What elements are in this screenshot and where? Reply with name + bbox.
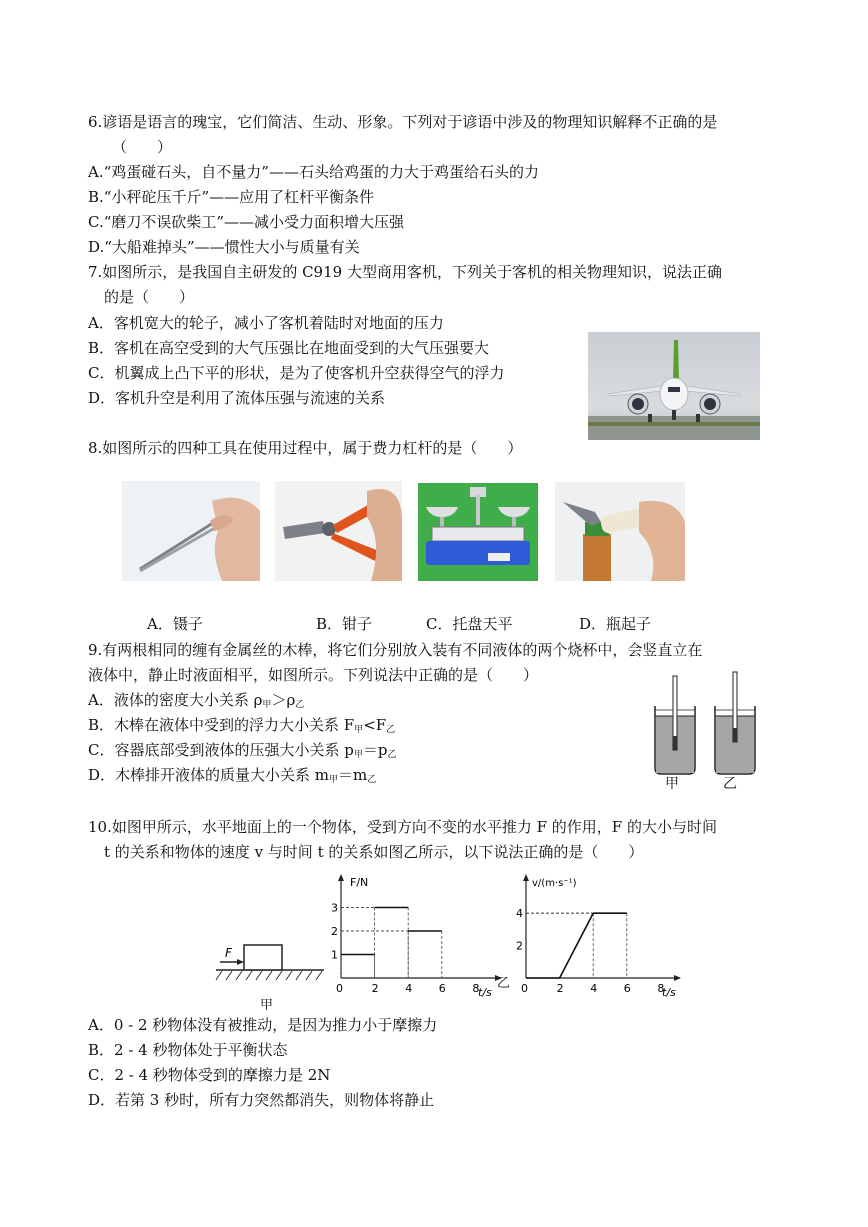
block	[244, 945, 282, 970]
beaker-yi	[715, 672, 755, 774]
force-time-graph	[331, 872, 506, 999]
q8-stem: 8.如图所示的四种工具在使用过程中，属于费力杠杆的是（ ）	[88, 439, 523, 457]
q7-option-a: A．客机宽大的轮子，减小了客机着陆时对地面的压力	[88, 314, 444, 332]
y-tick-label: 3	[331, 901, 338, 915]
q10-stem-line1: 10.如图甲所示，水平地面上的一个物体，受到方向不变的水平推力 F 的作用，F 的大小与时间	[88, 818, 717, 836]
q10-option-b: B．2 - 4 秒物体处于平衡状态	[88, 1041, 288, 1059]
tweezers-photo	[122, 481, 260, 581]
beakers-figure	[645, 670, 770, 795]
x-tick-label: 2	[371, 982, 379, 995]
q9-option-c: C．容器底部受到液体的压强大小关系 $p_甲=p_乙$	[88, 741, 397, 760]
fig-label-yi: 乙	[497, 976, 511, 991]
q10-option-a: A．0 - 2 秒物体没有被推动，是因为推力小于摩擦力	[88, 1016, 438, 1034]
q8-caption-b: B．钳子	[316, 615, 373, 633]
q9-option-a: A．液体的密度大小关系 $\rho_甲>\rho_乙$	[88, 691, 305, 710]
q8-caption-d: D．瓶起子	[579, 615, 652, 633]
y-tick-label: 2	[516, 939, 523, 953]
beaker-label-yi: 乙	[723, 776, 737, 792]
q9-stem-line2: 液体中，静止时液面相平，如图所示。下列说法中正确的是（ ）	[88, 666, 539, 684]
q7-stem-line2: 的是（ ）	[104, 288, 195, 306]
x-tick-label: 8	[472, 982, 480, 995]
q6-stem: 6.谚语是语言的瑰宝，它们简洁、生动、形象。下列对于谚语中涉及的物理知识解释不正确的是	[88, 113, 718, 131]
q10-option-d: D．若第 3 秒时，所有力突然都消失，则物体将静止	[88, 1091, 435, 1109]
y-axis-label: F/N	[350, 876, 369, 889]
q8-caption-c: C．托盘天平	[426, 615, 513, 633]
q6-option-b: B.“小秤砣压千斤”——应用了杠杆平衡条件	[88, 188, 375, 206]
x-tick-label: 6	[623, 982, 631, 995]
velocity-time-graph	[508, 872, 690, 997]
fig-label-jia: 甲	[260, 998, 274, 1013]
x-tick-label: 6	[438, 982, 446, 995]
x-axis-label: t/s	[662, 986, 676, 999]
pliers-photo	[275, 481, 402, 581]
beaker-jia	[655, 676, 695, 774]
x-tick-label: 0	[336, 982, 343, 995]
bottle-opener-photo	[555, 482, 685, 581]
x-tick-label: 8	[657, 982, 665, 995]
force-label: F	[225, 946, 232, 960]
q6-paren: （ ）	[112, 138, 173, 156]
y-tick-label: 1	[331, 948, 338, 962]
q6-option-a: A.“鸡蛋碰石头，自不量力”——石头给鸡蛋的力大于鸡蛋给石头的力	[88, 163, 539, 181]
q10-stem-line2: t 的关系和物体的速度 v 与时间 t 的关系如图乙所示，以下说法正确的是（ ）	[104, 843, 644, 861]
q7-option-b: B．客机在高空受到的大气压强比在地面受到的大气压强要大	[88, 339, 490, 357]
q9-stem-line1: 9.有两根相同的缠有金属丝的木棒，将它们分别放入装有不同液体的两个烧杯中，会竖直立在	[88, 641, 703, 659]
x-tick-label: 4	[590, 982, 598, 995]
q9-option-b: B．木棒在液体中受到的浮力大小关系 $F_甲<F_乙$	[88, 716, 396, 735]
data-segment	[560, 913, 594, 978]
q9-option-d: D．木棒排开液体的质量大小关系 $m_甲=m_乙$	[88, 766, 377, 785]
x-tick-label: 0	[521, 982, 528, 995]
x-tick-label: 2	[556, 982, 564, 995]
q6-option-d: D.“大船难掉头”——惯性大小与质量有关	[88, 238, 360, 256]
airplane-photo	[588, 332, 760, 440]
q6-option-c: C.“磨刀不误砍柴工”——减小受力面积增大压强	[88, 213, 405, 231]
balance-photo	[418, 483, 538, 581]
block-figure	[212, 930, 328, 990]
q7-option-d: D．客机升空是利用了流体压强与流速的关系	[88, 389, 386, 407]
y-tick-label: 2	[331, 925, 338, 938]
x-axis-label: t/s	[478, 986, 492, 999]
q7-option-c: C．机翼成上凸下平的形状，是为了使客机升空获得空气的浮力	[88, 364, 505, 382]
beaker-label-jia: 甲	[665, 776, 679, 792]
q7-stem-line1: 7.如图所示，是我国自主研发的 C919 大型商用客机，下列关于客机的相关物理知识，说法正确	[88, 263, 722, 281]
y-axis-label: v/(m·s⁻¹)	[532, 878, 577, 889]
q8-caption-a: A．镊子	[147, 615, 203, 633]
q10-option-c: C．2 - 4 秒物体受到的摩擦力是 2N	[88, 1066, 331, 1084]
y-tick-label: 4	[516, 907, 523, 921]
x-tick-label: 4	[405, 982, 413, 995]
